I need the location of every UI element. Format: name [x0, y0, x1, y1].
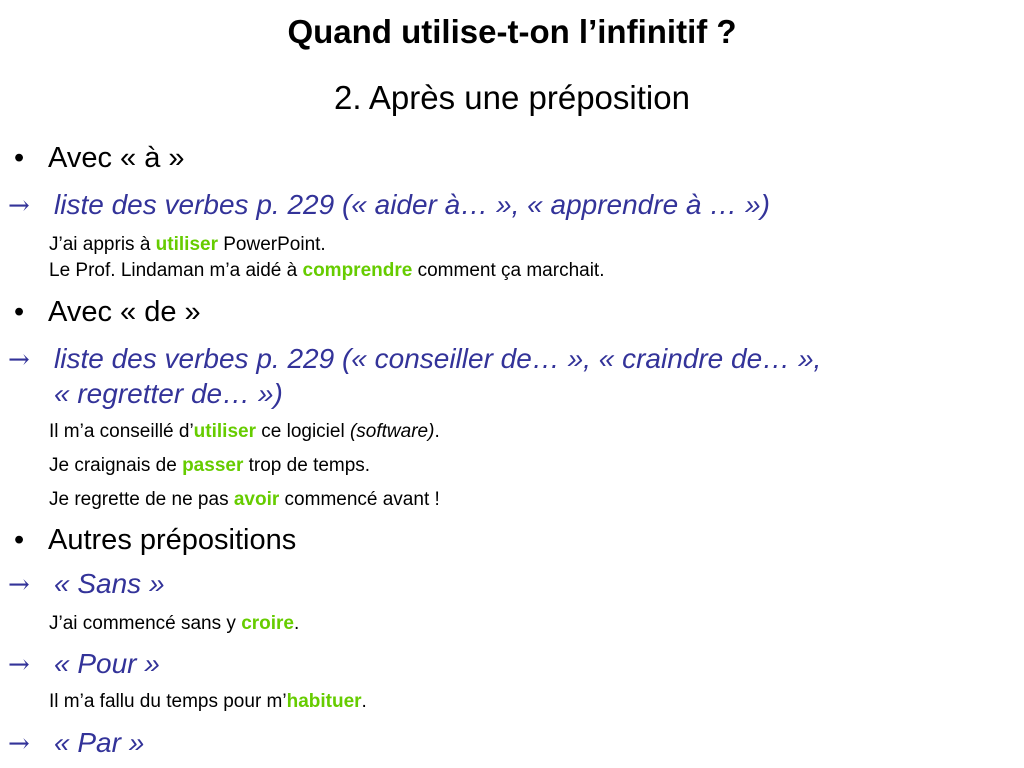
infinitive-verb: croire — [241, 613, 294, 634]
arrow-item-text: « Sans » — [54, 568, 165, 599]
example-text: J’ai appris à — [49, 234, 156, 255]
bullet-label: Avec « de » — [48, 296, 201, 328]
example-text: . — [434, 421, 440, 442]
right-arrow-icon: → — [8, 729, 30, 759]
arrow-item-verb-list-a — [8, 188, 770, 223]
bullet-label: Avec « à » — [48, 142, 185, 174]
slide-subtitle: 2. Après une préposition — [334, 79, 690, 116]
bullet-label: Autres prépositions — [48, 524, 297, 556]
example-text: J’ai commencé sans y — [49, 613, 242, 634]
infinitive-verb: utiliser — [155, 234, 218, 255]
example-text: trop de temps. — [243, 455, 371, 476]
arrow-item-text: liste des verbes p. 229 (« conseiller de… », « craindre de… », — [54, 343, 822, 374]
arrow-item-continuation: « regretter de… ») — [54, 378, 283, 409]
right-arrow-icon: → — [8, 191, 30, 221]
arrow-item-text: liste des verbes p. 229 (« aider à… », « apprendre à … ») — [54, 189, 770, 220]
bullet-icon: • — [14, 142, 25, 174]
right-arrow-icon: → — [8, 650, 30, 680]
example-text: ce logiciel — [255, 421, 350, 442]
arrow-item-verb-list-de — [8, 342, 821, 377]
arrow-item-text: « Pour » — [54, 648, 160, 679]
example-text: commencé avant ! — [279, 489, 440, 510]
arrow-item-par — [8, 726, 144, 761]
bullet-icon: • — [14, 524, 25, 556]
example-text: Je craignais de — [49, 455, 183, 476]
example-gloss: (software) — [349, 421, 435, 442]
example-sentence — [49, 233, 326, 257]
example-text: Il m’a conseillé d’ — [49, 421, 194, 442]
bullet-autres-prepositions — [14, 523, 296, 557]
infinitive-verb: passer — [182, 455, 244, 476]
example-text: Il m’a fallu du temps pour m’ — [49, 691, 287, 712]
example-sentence — [49, 690, 367, 714]
example-sentence — [49, 259, 604, 283]
right-arrow-icon: → — [8, 570, 30, 600]
example-text: Je regrette de ne pas — [49, 489, 234, 510]
example-text: comment ça marchait. — [412, 260, 605, 281]
arrow-item-sans — [8, 567, 165, 602]
bullet-avec-de — [14, 295, 201, 329]
bullet-icon: • — [14, 296, 25, 328]
example-text: . — [294, 613, 300, 634]
infinitive-verb: utiliser — [193, 421, 256, 442]
arrow-item-text: « Par » — [54, 727, 145, 758]
infinitive-verb: comprendre — [302, 260, 413, 281]
example-sentence — [49, 612, 299, 636]
example-sentence — [49, 454, 370, 478]
example-text: PowerPoint. — [217, 234, 326, 255]
example-text: Le Prof. Lindaman m’a aidé à — [49, 260, 303, 281]
arrow-item-pour — [8, 647, 160, 682]
example-sentence — [49, 488, 440, 512]
slide-title: Quand utilise-t-on l’infinitif ? — [287, 13, 737, 50]
infinitive-verb: habituer — [286, 691, 362, 712]
example-sentence — [49, 420, 440, 444]
right-arrow-icon: → — [8, 345, 30, 375]
bullet-avec-a — [14, 141, 185, 175]
infinitive-verb: avoir — [233, 489, 280, 510]
example-text: . — [361, 691, 367, 712]
